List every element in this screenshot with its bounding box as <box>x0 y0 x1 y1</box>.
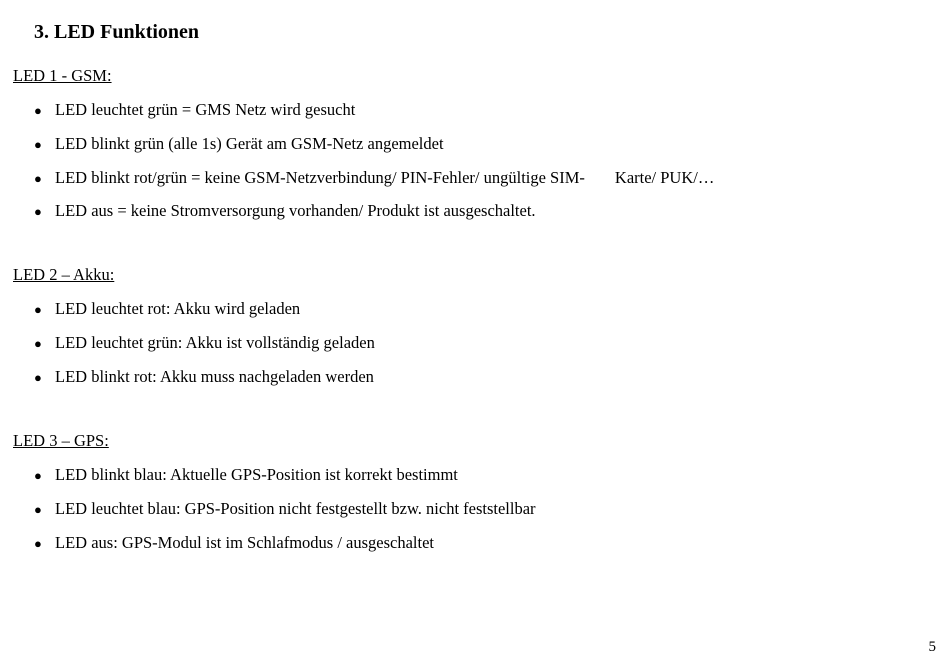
page-title: 3. LED Funktionen <box>34 21 200 43</box>
bullet-icon: ● <box>34 468 42 483</box>
bullet-icon: ● <box>34 137 42 152</box>
list-item: ● LED blinkt rot: Akku muss nachgeladen werden <box>34 367 374 386</box>
list-item: ● LED leuchtet grün: Akku ist vollständig geladen <box>34 333 375 352</box>
list-item: ● LED blinkt grün (alle 1s) Gerät am GSM-Netz angemeldet <box>34 134 444 153</box>
section-heading-gsm: LED 1 - GSM: <box>13 66 112 85</box>
bullet-icon: ● <box>34 370 42 385</box>
list-item: ● LED blinkt rot/grün = keine GSM-Netzverbindung/ PIN-Fehler/ ungültige SIM- Karte/ PUK/… <box>34 168 715 187</box>
bullet-icon: ● <box>34 204 42 219</box>
list-item: ● LED aus: GPS-Modul ist im Schlafmodus / ausgeschaltet <box>34 533 435 552</box>
bullet-icon: ● <box>34 536 42 551</box>
bullet-icon: ● <box>34 336 42 351</box>
list-item: ● LED leuchtet rot: Akku wird geladen <box>34 299 301 318</box>
list-item: ● LED leuchtet blau: GPS-Position nicht festgestellt bzw. nicht feststellbar <box>34 499 536 518</box>
bullet-icon: ● <box>34 502 42 517</box>
list-item: ● LED leuchtet grün = GMS Netz wird gesucht <box>34 100 356 119</box>
page-number: 5 <box>928 639 936 655</box>
bullet-icon: ● <box>34 302 42 317</box>
bullet-icon: ● <box>34 171 42 186</box>
bullet-icon: ● <box>34 103 42 118</box>
list-item: ● LED aus = keine Stromversorgung vorhanden/ Produkt ist ausgeschaltet. <box>34 201 536 220</box>
section-heading-akku: LED 2 – Akku: <box>13 265 115 284</box>
section-heading-gps: LED 3 – GPS: <box>13 431 109 450</box>
list-item: ● LED blinkt blau: Aktuelle GPS-Position ist korrekt bestimmt <box>34 465 458 484</box>
list-item-continuation: Karte/ PUK/… <box>614 168 715 187</box>
